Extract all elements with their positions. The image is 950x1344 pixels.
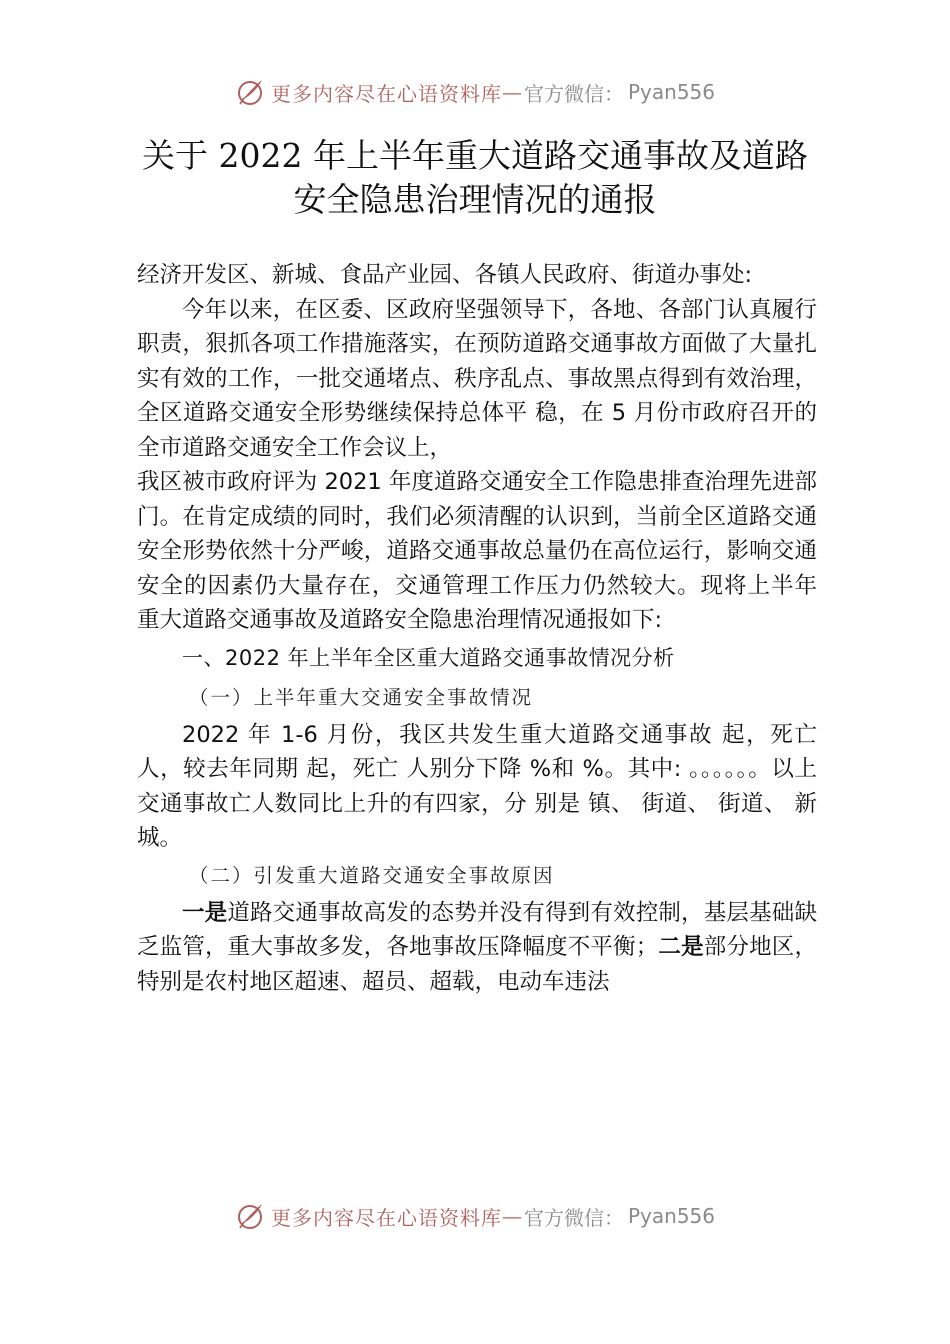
watermark-wechat-label: 官方微信： [523, 1205, 624, 1230]
subsection-1-body: 2022 年 1-6 月份，我区共发生重大道路交通事故 起，死亡 人，较去年同期 起，死亡 人别分下降 %和 %。其中: 。。。。。。以上交通事故亡人数同比上升的有四家，分 别是 镇、 街道、 街道、 新城。 [137, 721, 817, 851]
watermark-wechat-label: 官方微信： [523, 81, 624, 106]
watermark-banner-bottom [0, 1196, 950, 1236]
watermark-separator: — [501, 1204, 522, 1228]
feather-seal-icon [235, 77, 265, 107]
document-title: 关于 2022 年上半年重大道路交通事故及道路安全隐患治理情况的通报 [142, 136, 808, 219]
watermark-wechat-id: Pyan556 [627, 1204, 715, 1228]
point-one-label: 一是 [182, 899, 228, 926]
watermark-wechat-id: Pyan556 [627, 80, 715, 104]
subsection-heading-1: （一）上半年重大交通安全事故情况 [189, 685, 534, 709]
feather-seal-icon [235, 1201, 265, 1231]
section-heading-1: 一、2022 年上半年全区重大道路交通事故情况分析 [182, 645, 675, 670]
intro-paragraph: 今年以来，在区委、区政府坚强领导下，各地、各部门认真履行职责，狠抓各项工作措施落实，在预防道路交通事故方面做了大量扎实有效的工作，一批交通堵点、秩序乱点、事故黑点得到有效治理，全区道路交通安全形势继续保持总体平 稳，在 5 月份市政府召开的全市道路交通安全工作会议上， [137, 296, 817, 461]
watermark-separator: — [501, 80, 522, 104]
point-two-label: 二是 [658, 934, 704, 960]
subsection-2-body [137, 896, 817, 1000]
intro-paragraph-continued: 我区被市政府评为 2021 年度道路交通安全工作隐患排查治理先进部门。在肯定成绩的同时，我们必须清醒的认识到，当前全区道路交通安全形势依然十分严峻，道路交通事故总量仍在高位运行，影响交通安全的因素仍大量存在，交通管理工作压力仍然较大。现将上半年 重大道路交通事故及道路安全隐患治理情况通报如下: [137, 469, 817, 633]
salutation: 经济开发区、新城、食品产业园、各镇人民政府、街道办事处: [137, 262, 753, 288]
watermark-site-text: 更多内容尽在心语资料库 [270, 1205, 502, 1230]
document-body [137, 258, 817, 999]
watermark-site-text: 更多内容尽在心语资料库 [270, 81, 502, 106]
watermark-banner-top [0, 72, 950, 112]
point-one-text: 道路交通事故高发的态势并没有得到有效控制，基层基础缺乏监管，重大事故多发，各地事故压降幅度不平衡； [137, 899, 817, 960]
point-two-text: 部分地区，特别是农村地区超速、超员、超载，电动车违法 [137, 934, 817, 995]
subsection-heading-2: （二）引发重大道路交通安全事故原因 [189, 863, 555, 887]
